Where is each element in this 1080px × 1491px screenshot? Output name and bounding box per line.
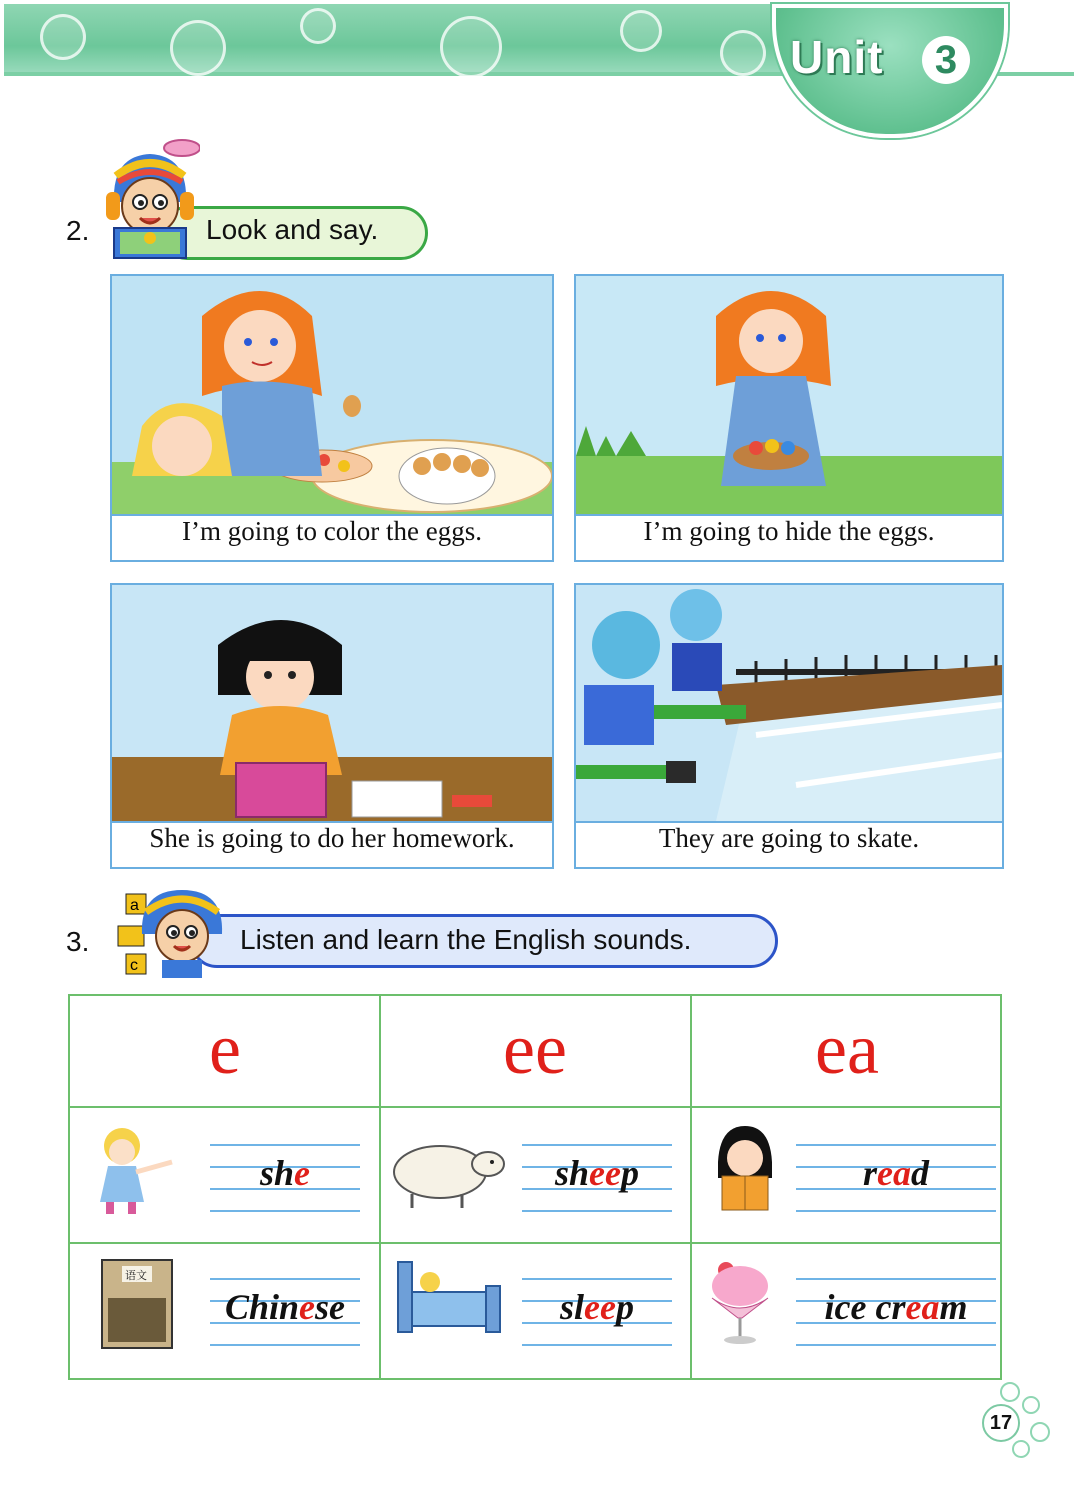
scene-panel [574, 583, 1004, 869]
sound-ea: ea [815, 1009, 879, 1089]
table-divider [70, 1106, 1000, 1108]
decor-circle [1022, 1396, 1040, 1414]
girl-pointing-icon [88, 1122, 182, 1218]
header-bubble [620, 10, 662, 52]
panel-caption: I’m going to hide the eggs. [643, 516, 935, 546]
word-chinese: Chinese [224, 1287, 346, 1327]
bed-icon [394, 1252, 504, 1338]
sound-e: e [209, 1009, 241, 1089]
header-bubble [40, 14, 86, 60]
header-bubble [440, 16, 502, 78]
sound-ee: ee [503, 1009, 567, 1089]
word-ice-cream: ice cream [824, 1287, 968, 1327]
header-bubble [720, 30, 766, 76]
panel-caption: She is going to do her homework. [149, 823, 515, 853]
scene-panel [574, 274, 1004, 562]
mascot-icon [100, 136, 200, 262]
section-3-title: Listen and learn the English sounds. [240, 924, 692, 955]
word-read: read [863, 1153, 929, 1193]
header-bubble [300, 8, 336, 44]
scene-homework-image [112, 585, 552, 823]
scene-panel [110, 583, 554, 869]
section-2-title: Look and say. [206, 214, 379, 245]
page-number: 17 [982, 1404, 1020, 1442]
mascot-letter-c: c [130, 957, 138, 974]
scene-hide-eggs-image [576, 276, 1002, 516]
decor-circle [1000, 1382, 1020, 1402]
unit-number: 3 [922, 36, 970, 84]
table-divider [70, 1242, 1000, 1244]
mascot-letters-icon [112, 884, 228, 980]
header-bubble [170, 20, 226, 76]
chinese-book-icon [100, 1258, 174, 1350]
word-lines [210, 1278, 360, 1346]
word-lines [796, 1144, 996, 1212]
word-she: she [259, 1153, 310, 1193]
word-lines [796, 1278, 996, 1346]
phonics-table [68, 994, 1002, 1380]
scene-panel [110, 274, 554, 562]
mascot-letter-a: a [130, 897, 139, 914]
panel-caption: I’m going to color the eggs. [182, 516, 482, 546]
decor-circle [1012, 1440, 1030, 1458]
girl-reading-icon [710, 1122, 780, 1214]
ice-cream-icon [702, 1256, 772, 1348]
section-2-number: 2. [66, 215, 90, 246]
word-lines [522, 1278, 672, 1346]
panel-caption: They are going to skate. [658, 823, 920, 853]
word-lines [210, 1144, 360, 1212]
book-label: 语文 [125, 1269, 147, 1282]
word-sheep: sheep [555, 1153, 639, 1193]
sheep-icon [388, 1134, 508, 1210]
unit-label: Unit [790, 31, 884, 83]
word-lines [522, 1144, 672, 1212]
word-sleep: sleep [560, 1287, 634, 1327]
scene-color-eggs-image [112, 276, 552, 516]
scene-skate-image [576, 585, 1002, 823]
section-3-number: 3. [66, 926, 90, 957]
decor-circle [1030, 1422, 1050, 1442]
